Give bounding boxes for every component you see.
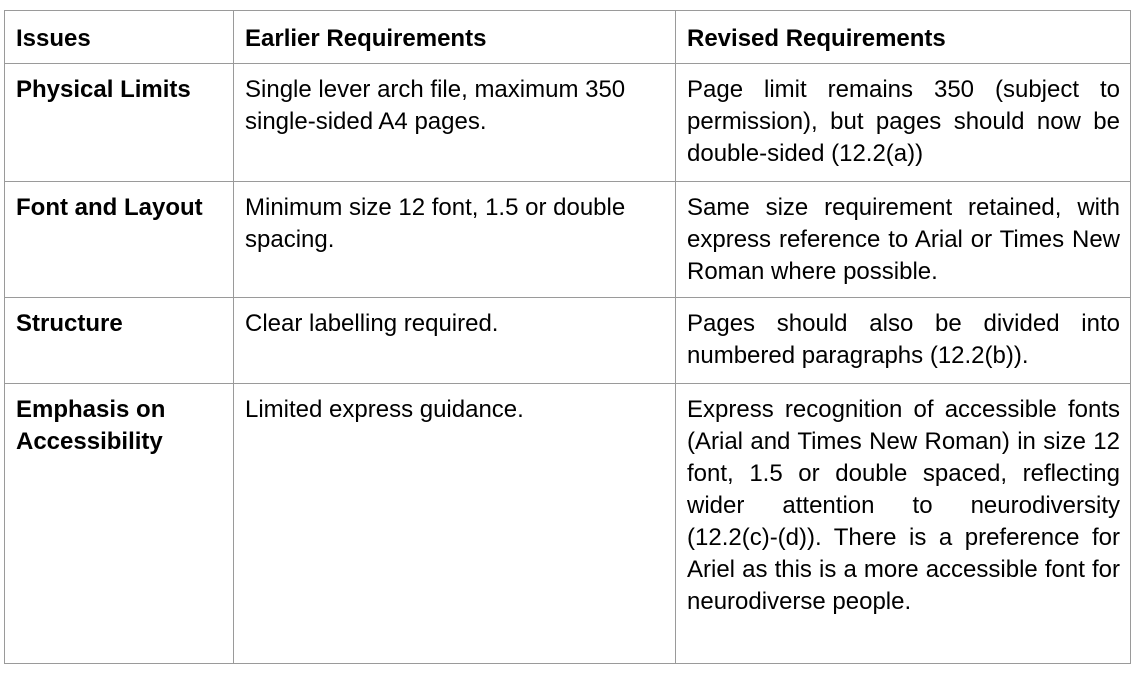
issue-cell: Physical Limits bbox=[5, 64, 234, 182]
revised-requirement-cell: Express recognition of accessible fonts (Arial and Times New Roman) in size 12 font, 1.5 or double spaced, reflecting wider attention to neurodiversity (12.2(c)-(d)). There is a preference for Ariel as this is a more accessible font for neurodiverse people. bbox=[676, 384, 1131, 664]
revised-requirement-cell: Pages should also be divided into numbered paragraphs (12.2(b)). bbox=[676, 298, 1131, 384]
earlier-requirement-cell: Clear labelling required. bbox=[234, 298, 676, 384]
issue-cell: Emphasis on Accessibility bbox=[5, 384, 234, 664]
header-revised-requirements: Revised Requirements bbox=[676, 11, 1131, 64]
earlier-requirement-cell: Limited express guidance. bbox=[234, 384, 676, 664]
header-earlier-requirements: Earlier Requirements bbox=[234, 11, 676, 64]
table-row bbox=[5, 384, 1131, 664]
table-row bbox=[5, 64, 1131, 182]
table-row bbox=[5, 298, 1131, 384]
earlier-requirement-cell: Minimum size 12 font, 1.5 or double spacing. bbox=[234, 182, 676, 298]
table-header-row bbox=[5, 11, 1131, 64]
earlier-requirement-cell: Single lever arch file, maximum 350 single-sided A4 pages. bbox=[234, 64, 676, 182]
header-issues: Issues bbox=[5, 11, 234, 64]
issue-cell: Structure bbox=[5, 298, 234, 384]
revised-requirement-cell: Same size requirement retained, with express reference to Arial or Times New Roman where possible. bbox=[676, 182, 1131, 298]
requirements-table bbox=[4, 10, 1131, 664]
issue-cell: Font and Layout bbox=[5, 182, 234, 298]
table-row bbox=[5, 182, 1131, 298]
revised-requirement-cell: Page limit remains 350 (subject to permission), but pages should now be double-sided (12.2(a)) bbox=[676, 64, 1131, 182]
